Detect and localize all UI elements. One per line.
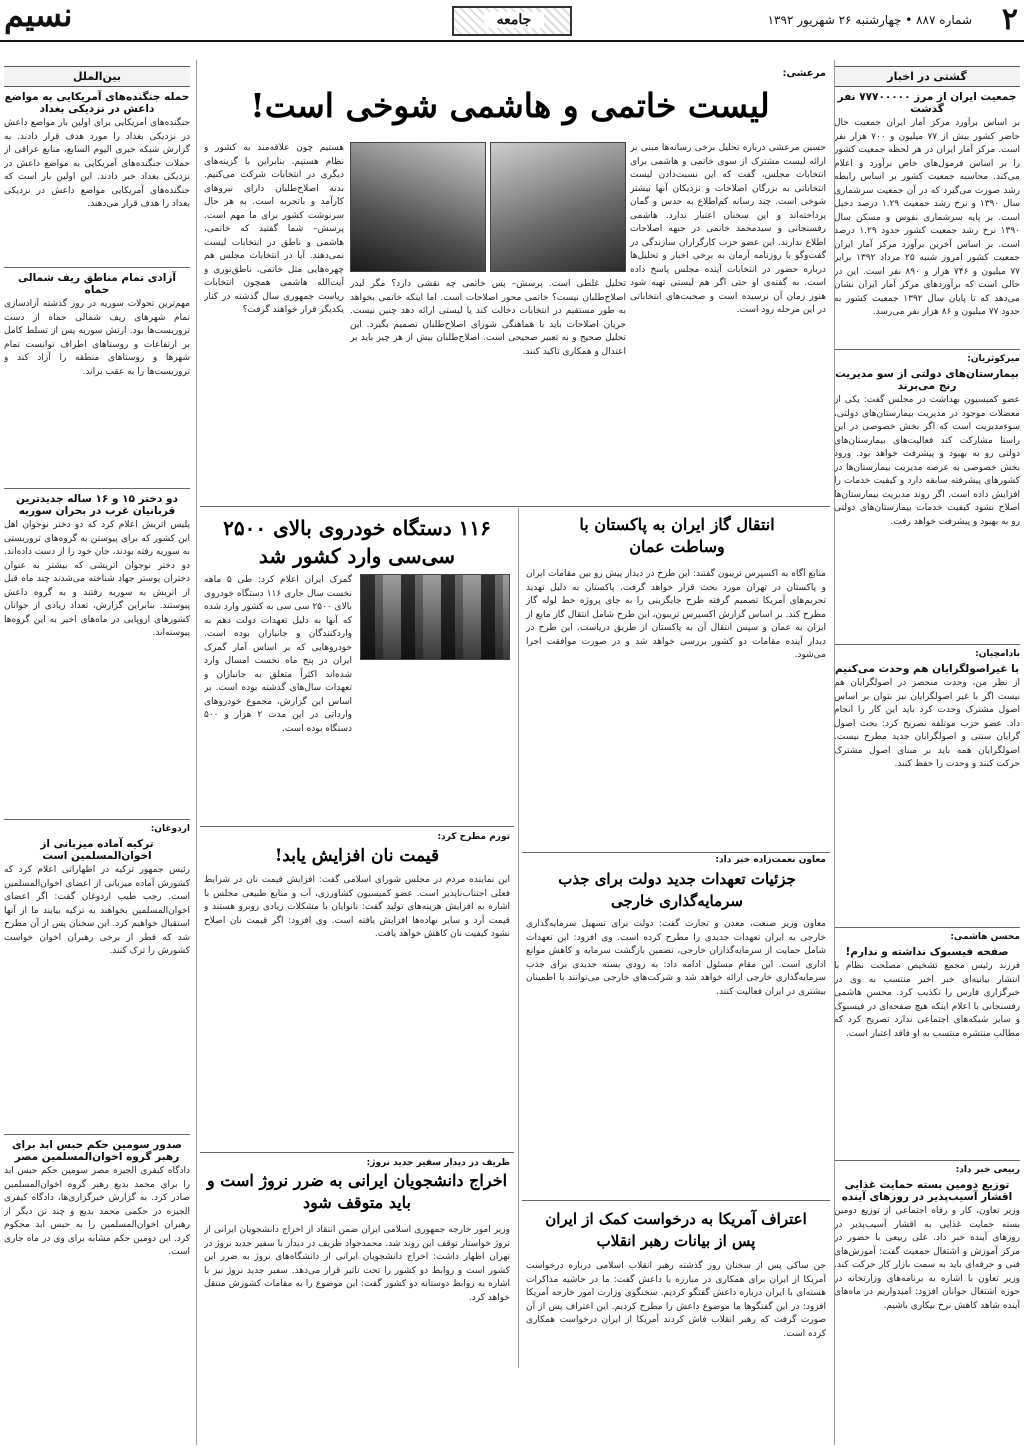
news-headline: حمله جنگنده‌های آمریکایی به مواضع داعش در نزدیکی بغداد: [4, 91, 190, 115]
main-body-left: هستیم چون علاقه‌مند به کشور و نظام هستیم. بنابراین با گزینه‌های دیگری در انتخابات شرکت می‌کنیم. بدنه اصلاح‌طلبان دارای نیروهای کارآمد و باتجربه است. به هر حال سرنوشت کشور برای ما مهم است. پرسش– شما گفتید که خاتمی، هاشمی و ناطق در انتخابات لیست نمی‌دهند. آیا در انتخابات مجلس هم چهره‌هایی مثل خاتمی، ناطق‌نوری و آیت‌الله هاشمی همچون انتخابات ریاست جمهوری سال گذشته در کنار یکدیگر قرار خواهند گرفت؟: [204, 143, 344, 315]
news-kicker: بادامچیان:: [975, 649, 1020, 659]
news-headline: بیمارستان‌های دولتی از سو مدیریت رنج می‌برند: [835, 368, 1019, 392]
page-number: ۲: [1001, 2, 1018, 37]
investment-kicker: معاون نعمت‌زاده خبر داد:: [715, 855, 826, 865]
students-kicker: ظریف در دیدار سفیر جدید نروژ:: [366, 1158, 510, 1168]
main-body-middle: تحلیل غلطی است. پرسش– پس خاتمی چه نقشی دارد؟ مگر لیدر اصلاح‌طلبان نیست؟ خاتمی محور اصلاحات است. اما اینکه خاتمی بخواهد به طور مستقیم در انتخابات دخالت کند یا لیستی ارائه دهد چنین نیست. جریان اصلاحات باید با هماهنگی شورای اصلاح‌طلبان تصمیم بگیرد. این تحلیل صحیح و نه تعبیر صحیحی است. اصلاح‌طلبان بیش از هر چیز باید بر اعتدال و همکاری تاکید کنند.: [350, 279, 626, 357]
news-headline: جمعیت ایران از مرز ۷۷۷۰۰۰۰۰ نفر گذشت: [837, 91, 1017, 115]
news-headline: صفحه فیسبوک نداشته و ندارم!: [845, 946, 1009, 958]
news-headline: توزیع دومین بسته حمایت غذایی اقشار آسیب‌پذیر در روزهای آینده: [841, 1179, 1013, 1203]
investment-headline: جزئیات تعهدات جدید دولت برای جذب سرمایه‌گذاری خارجی: [558, 870, 796, 910]
investment-article: [522, 852, 830, 1102]
news-body: عضو کمیسیون بهداشت در مجلس گفت: یکی از معضلات موجود در مدیریت بیمارستان‌های دولتی، سوءمدیریت است که اگر بخش خصوصی در این راستا مشارکت کند فعالیت‌های بیمارستان‌های دولتی رو به بهبود و پیشرفت خواهد بود. ورود بخش خصوصی به عرصه مدیریت بیمارستان‌ها در کشورهای پیشرفته سابقه دارد و کیفیت خدمات را افزایش داده است. اگر روند مدیریت بیمارستان‌ها اصلاح نشود کیفیت خدمات بیمارستان‌های دولتی رو به بهبود و پیشرفت خواهد رفت.: [834, 395, 1020, 527]
students-body: وزیر امور خارجه جمهوری اسلامی ایران ضمن انتقاد از اخراج دانشجویان ایرانی از نروژ خواستار توقف این روند شد. محمدجواد ظریف در دیدار با سفیر جدید نروژ در تهران اظهار داشت: اخراج دانشجویان ایرانی از دانشگاه‌های نروژ به ضرر این کشور است و روابط دو کشور را تحت تاثیر قرار می‌دهد. سفیر جدید نروژ نیز با اشاره به روابط دوستانه دو کشور گفت: این موضوع را به مقامات کشورش منتقل خواهد کرد.: [204, 1225, 510, 1303]
column-separator: [518, 508, 519, 1368]
gas-article: [522, 510, 830, 850]
news-body: مهم‌ترین تحولات سوریه در روز گذشته آزادسازی تمام شهرهای ریف شمالی حماه از دست تروریست‌ها بود. ارتش سوریه پس از تسلط کامل بر ارتفاعات و روستاهای اطراف توانست تمام شهرها و روستاهای منطقه را آزاد کند و تروریست‌ها را به عقب براند.: [4, 299, 190, 377]
section-banner: [452, 6, 572, 36]
news-body: بر اساس برآورد مرکز آمار ایران جمعیت حال حاضر کشور بیش از ۷۷ میلیون و ۷۰۰ هزار نفر است. مرکز آمار ایران در هر لحظه جمعیت کشور را بر اساس فرمول‌های خاص برآورد و اعلام می‌کند. محاسبه جمعیت کشور بر اساس رابطه رشد صورت می‌گیرد که در آن جمعیت سرشماری سال ۱۳۹۰ و نرخ رشد جمعیت ۱.۲۹ درصد دخیل است. بر پایه سرشماری نفوس و مسکن سال ۱۳۹۰ نرخ رشد جمعیت کشور حدود ۱.۲۹ درصد است. بر اساس آخرین برآورد مرکز آمار ایران جمعیت کشور امروز شنبه ۲۵ مرداد ۱۳۹۲ برابر ۷۷ میلیون و ۷۴۶ هزار و ۸۹۰ نفر است. این در حالی است که برآوردهای مرکز آمار ایران نشان می‌دهد که تا پایان سال ۱۳۹۲ جمعیت کشور به حدود ۷۷ میلیون و ۸۶ هزار نفر می‌رسد.: [834, 118, 1020, 317]
news-headline: صدور سومین حکم حبس ابد برای رهبر گروه اخوان‌المسلمین مصر: [11, 1139, 183, 1163]
us-headline: اعتراف آمریکا به درخواست کمک از ایران پس از بیانات رهبر انقلاب: [545, 1210, 807, 1250]
bread-article: [200, 830, 514, 1150]
news-kicker: اردوغان:: [150, 824, 190, 834]
investment-body: معاون وزیر صنعت، معدن و تجارت گفت: دولت برای تسهیل سرمایه‌گذاری خارجی به ایران تعهدات جدیدی را مطرح کرده است. وی افزود: این تعهدات شامل حمایت از سرمایه‌گذاران خارجی، تضمین بازگشت سرمایه و کاهش موانع اداری است. این مقام مسئول ادامه داد: به زودی بسته جدیدی برای جذب سرمایه‌گذاری خارجی ارائه خواهد شد و شرکت‌های خارجی می‌توانند با اطمینان بیشتری در ایران فعالیت کنند.: [526, 919, 826, 997]
section-label: جامعه: [484, 12, 544, 28]
news-kicker: ربیعی خبر داد:: [955, 1165, 1020, 1175]
cars-body-continued: [360, 666, 510, 818]
news-body: وزیر تعاون، کار و رفاه اجتماعی از توزیع دومین بسته حمایت غذایی به اقشار آسیب‌پذیر در روزهای آینده خبر داد. علی ربیعی با حضور در مرکز آموزش و اشتغال جمعیت گفت: آموزش‌های فنی و حرفه‌ای باید به سمت بازار کار حرکت کند. وزیر تعاون با اشاره به برنامه‌های وزارتخانه در حوزه اشتغال جوانان افزود: امیدواریم در ماه‌های آینده شاهد کاهش نرخ بیکاری باشیم.: [834, 1206, 1020, 1311]
divider: [4, 488, 190, 489]
right-column-title: گشتی در اخبار: [834, 66, 1020, 87]
divider: [834, 927, 1020, 928]
news-body: دادگاه کیفری الجیزه مصر سومین حکم حبس ابد را برای محمد بدیع رهبر گروه اخوان‌المسلمین صادر کرد. به گزارش خبرگزاری‌ها، دادگاه کیفری الجیزه در حکمی محمد بدیع و چند تن دیگر از رهبران اخوان‌المسلمین را به حبس ابد محکوم کرد. این دومین حکم مشابه برای وی در ماه جاری است.: [4, 1166, 190, 1257]
cars-article: [200, 510, 514, 822]
issue-info: شماره ۸۸۷ • چهارشنبه ۲۶ شهریور ۱۳۹۲: [767, 13, 972, 27]
news-body: فرزند رئیس مجمع تشخیص مصلحت نظام با انتشار بیانیه‌ای خبر اخیر منتسب به وی در خبرگزاری فارس را تکذیب کرد. محسن هاشمی رفسنجانی با اعلام اینکه هیچ صفحه‌ای در فیسبوک و سایر شبکه‌های اجتماعی ندارد تصریح کرد که مطالب منتشره منتسب به او فاقد اعتبار است.: [834, 961, 1020, 1039]
divider: [834, 1160, 1020, 1161]
divider: [834, 644, 1020, 645]
divider: [522, 852, 830, 853]
bread-kicker: تورم مطرح کرد:: [437, 832, 510, 842]
news-body: جنگنده‌های آمریکایی برای اولین بار مواضع داعش در نزدیکی بغداد را مورد هدف قرار دادند. به گزارش شبکه خبری الیوم السابع، منابع عراقی از حملات جنگنده‌های آمریکایی به مواضع داعش در نزدیکی بغداد خبر دادند. این اولین بار است که جنگنده‌های آمریکایی مواضع داعش در نزدیکی بغداد را هدف قرار می‌دهند.: [4, 118, 190, 209]
news-kicker: محسن هاشمی:: [950, 932, 1020, 942]
photo-khatami: [350, 142, 486, 272]
divider: [4, 819, 190, 820]
left-column: [4, 66, 190, 1444]
news-headline: ترکیه آماده میزبانی از اخوان‌المسلمین است: [40, 838, 154, 862]
divider: [834, 349, 1020, 350]
main-kicker: مرعشی:: [782, 68, 826, 79]
divider: [200, 1152, 514, 1153]
main-body-right: حسین مرعشی درباره تحلیل برخی رسانه‌ها مبنی بر ارائه لیست مشترک از سوی خاتمی و هاشمی برای انتخابات مجلس، گفت که این نسبت‌دادن لیست انتخاباتی به بزرگان اصلاحات و نزدیکان آنها بیشتر شوخی است. چند رسانه کم‌اطلاع به حدس و گمان پرداخته‌اند و این سخنان اعتبار ندارد. هاشمی رفسنجانی و سیدمحمد خاتمی در جبهه اصلاحات اطلاع ندارند. این عضو حزب کارگزاران سازندگی در گفت‌وگو با روزنامه آرمان به برخی اخبار و تحلیل‌ها درباره حضور در انتخابات آینده مجلس پاسخ داده است. به گفته‌ی او حتی اگر هم لیستی تهیه شود هنوز زمان آن نرسیده است و صحبت‌های انتخاباتی در این مرحله زود است.: [630, 143, 826, 315]
divider: [200, 506, 830, 507]
news-body: از نظر من، وحدت منحصر در اصولگرایان هم نیست اگر با غیر اصولگرایان نیز بتوان بر اساس اصول مشترک وحدت کرد باید این کار را انجام داد. عضو حزب موتلفه تصریح کرد: بحث اصول گرایان سنتی و اصولگرایان جدید مطرح نیست. اصولگرایان همه باید بر مبنای اصول مشترک حرکت کنند و وحدت را حفظ کنند.: [834, 678, 1020, 769]
gas-body: منابع آگاه به اکسپرس تریبون گفتند: این طرح در دیدار پیش رو بین مقامات ایران و پاکستان در تهران مورد بحث قرار خواهد گرفت. پاکستان به دلیل تهدید تحریم‌های آمریکا تصمیم گرفته طرح جایگزینی را به جای پروژه خط لوله گاز مطرح کند. بر اساس گزارش اکسپرس تریبون، این طرح شامل انتقال گاز مایع از ایران به عمان و سپس انتقال آن به پاکستان از طریق دریاست. این طرح در دیدار آینده مقامات دو کشور بررسی خواهد شد و در صورت موافقت اجرا می‌شود.: [526, 569, 826, 660]
news-body: پلیس اتریش اعلام کرد که دو دختر نوجوان اهل این کشور که برای پیوستن به گروه‌های تروریستی به سوریه رفته بودند، جان خود را از دست داده‌اند. دو دختر نوجوان اتریشی که بیشتر به عنوان دختران پوستر جهاد شناخته می‌شدند چند ماه قبل از اتریش به سوریه رفتند و به گروه داعش پیوستند. بنابراین گزارش، تعداد زیادی از جوانان کشورهای اروپایی در ماه‌های اخیر به این گروه‌ها پیوسته‌اند.: [4, 520, 190, 638]
column-separator: [834, 60, 835, 1445]
main-article: [200, 66, 830, 506]
main-headline: لیست خاتمی و هاشمی شوخی است!: [250, 86, 770, 125]
us-body: جن ساکی پس از سخنان روز گذشته رهبر انقلاب اسلامی درباره درخواست آمریکا از ایران برای همکاری در مبارزه با داعش گفت: ما در حاشیه مذاکرات هسته‌ای با ایران درباره داعش گفتگو کردیم. سخنگوی وزارت امور خارجه آمریکا افزود: در این گفتگوها ما موضوع داعش را مطرح کردیم. این اعتراف پس از آن صورت گرفت که رهبر انقلاب فاش کردند آمریکا از ایران درخواست همکاری کرده است.: [526, 1261, 826, 1339]
us-article: [522, 1200, 830, 1444]
students-headline: اخراج دانشجویان ایرانی به ضرر نروژ است و باید متوقف شود: [206, 1171, 508, 1212]
right-column: [834, 66, 1020, 1444]
left-column-title: بین‌الملل: [4, 66, 190, 87]
column-separator: [196, 60, 197, 1445]
students-article: [200, 1156, 514, 1444]
news-headline: دو دختر ۱۵ و ۱۶ ساله جدیدترین قربانیان غرب در بحران سوریه: [16, 493, 178, 517]
divider: [4, 267, 190, 268]
divider: [200, 826, 514, 827]
news-body: رئیس جمهور ترکیه در اظهاراتی اعلام کرد که کشورش آماده میزبانی از اعضای اخوان‌المسلمین است. رجب طیب اردوغان گفت: اگر اعضای اخوان‌المسلمین بخواهند به ترکیه بیایند ما از آنها استقبال خواهیم کرد. این سخنان پس از آن مطرح شد که قطر از برخی رهبران اخوان خواست کشورش را ترک کنند.: [4, 865, 190, 956]
cars-photo: [360, 574, 510, 660]
news-headline: آزادی تمام مناطق ریف شمالی حماه: [18, 272, 176, 296]
newspaper-logo: نسیم: [4, 0, 73, 34]
divider: [4, 1134, 190, 1135]
divider: [522, 1200, 830, 1201]
cars-body: گمرک ایران اعلام کرد: طی ۵ ماهه نخست سال جاری ۱۱۶ دستگاه خودروی بالای ۲۵۰۰ سی سی به کشور وارد شده که آنها به دلیل تعهدات دولت دهم به واردکنندگان و جانبازان بوده است. خودروهایی که بر اساس آمار گمرک ایران در پنج ماه نخست امسال وارد شده‌اند اکثراً متعلق به جانبازان و تعهدات سال‌های گذشته بوده است. بر اساس این گزارش، مجموع خودروهای وارداتی در این مدت ۲ هزار و ۵۰۰ دستگاه بوده است.: [204, 575, 352, 734]
news-headline: با غیراصولگرایان هم وحدت می‌کنیم: [834, 663, 1020, 675]
bread-body: این نماینده مردم در مجلس شورای اسلامی گفت: افزایش قیمت نان در شرایط فعلی اجتناب‌ناپذیر است. عضو کمیسیون کشاورزی، آب و منابع طبیعی مجلس با اشاره به افزایش هزینه‌های تولید گفت: نانوایان با مشکلات زیادی روبرو هستند و قیمت آرد و سایر نهاده‌ها افزایش یافته است. وی افزود: اگر قیمت نان اصلاح نشود کیفیت نان کاهش خواهد یافت.: [204, 875, 510, 939]
cars-headline: ۱۱۶ دستگاه خودروی بالای ۲۵۰۰ سی‌سی وارد کشور شد: [223, 516, 491, 568]
photo-hashemi: [490, 142, 626, 272]
bread-headline: قیمت نان افزایش یابد!: [274, 846, 440, 866]
news-kicker: میرکوثریان:: [967, 354, 1020, 364]
page-header: [0, 0, 1024, 42]
gas-headline: انتقال گاز ایران به پاکستان با وساطت عمان: [579, 515, 775, 556]
